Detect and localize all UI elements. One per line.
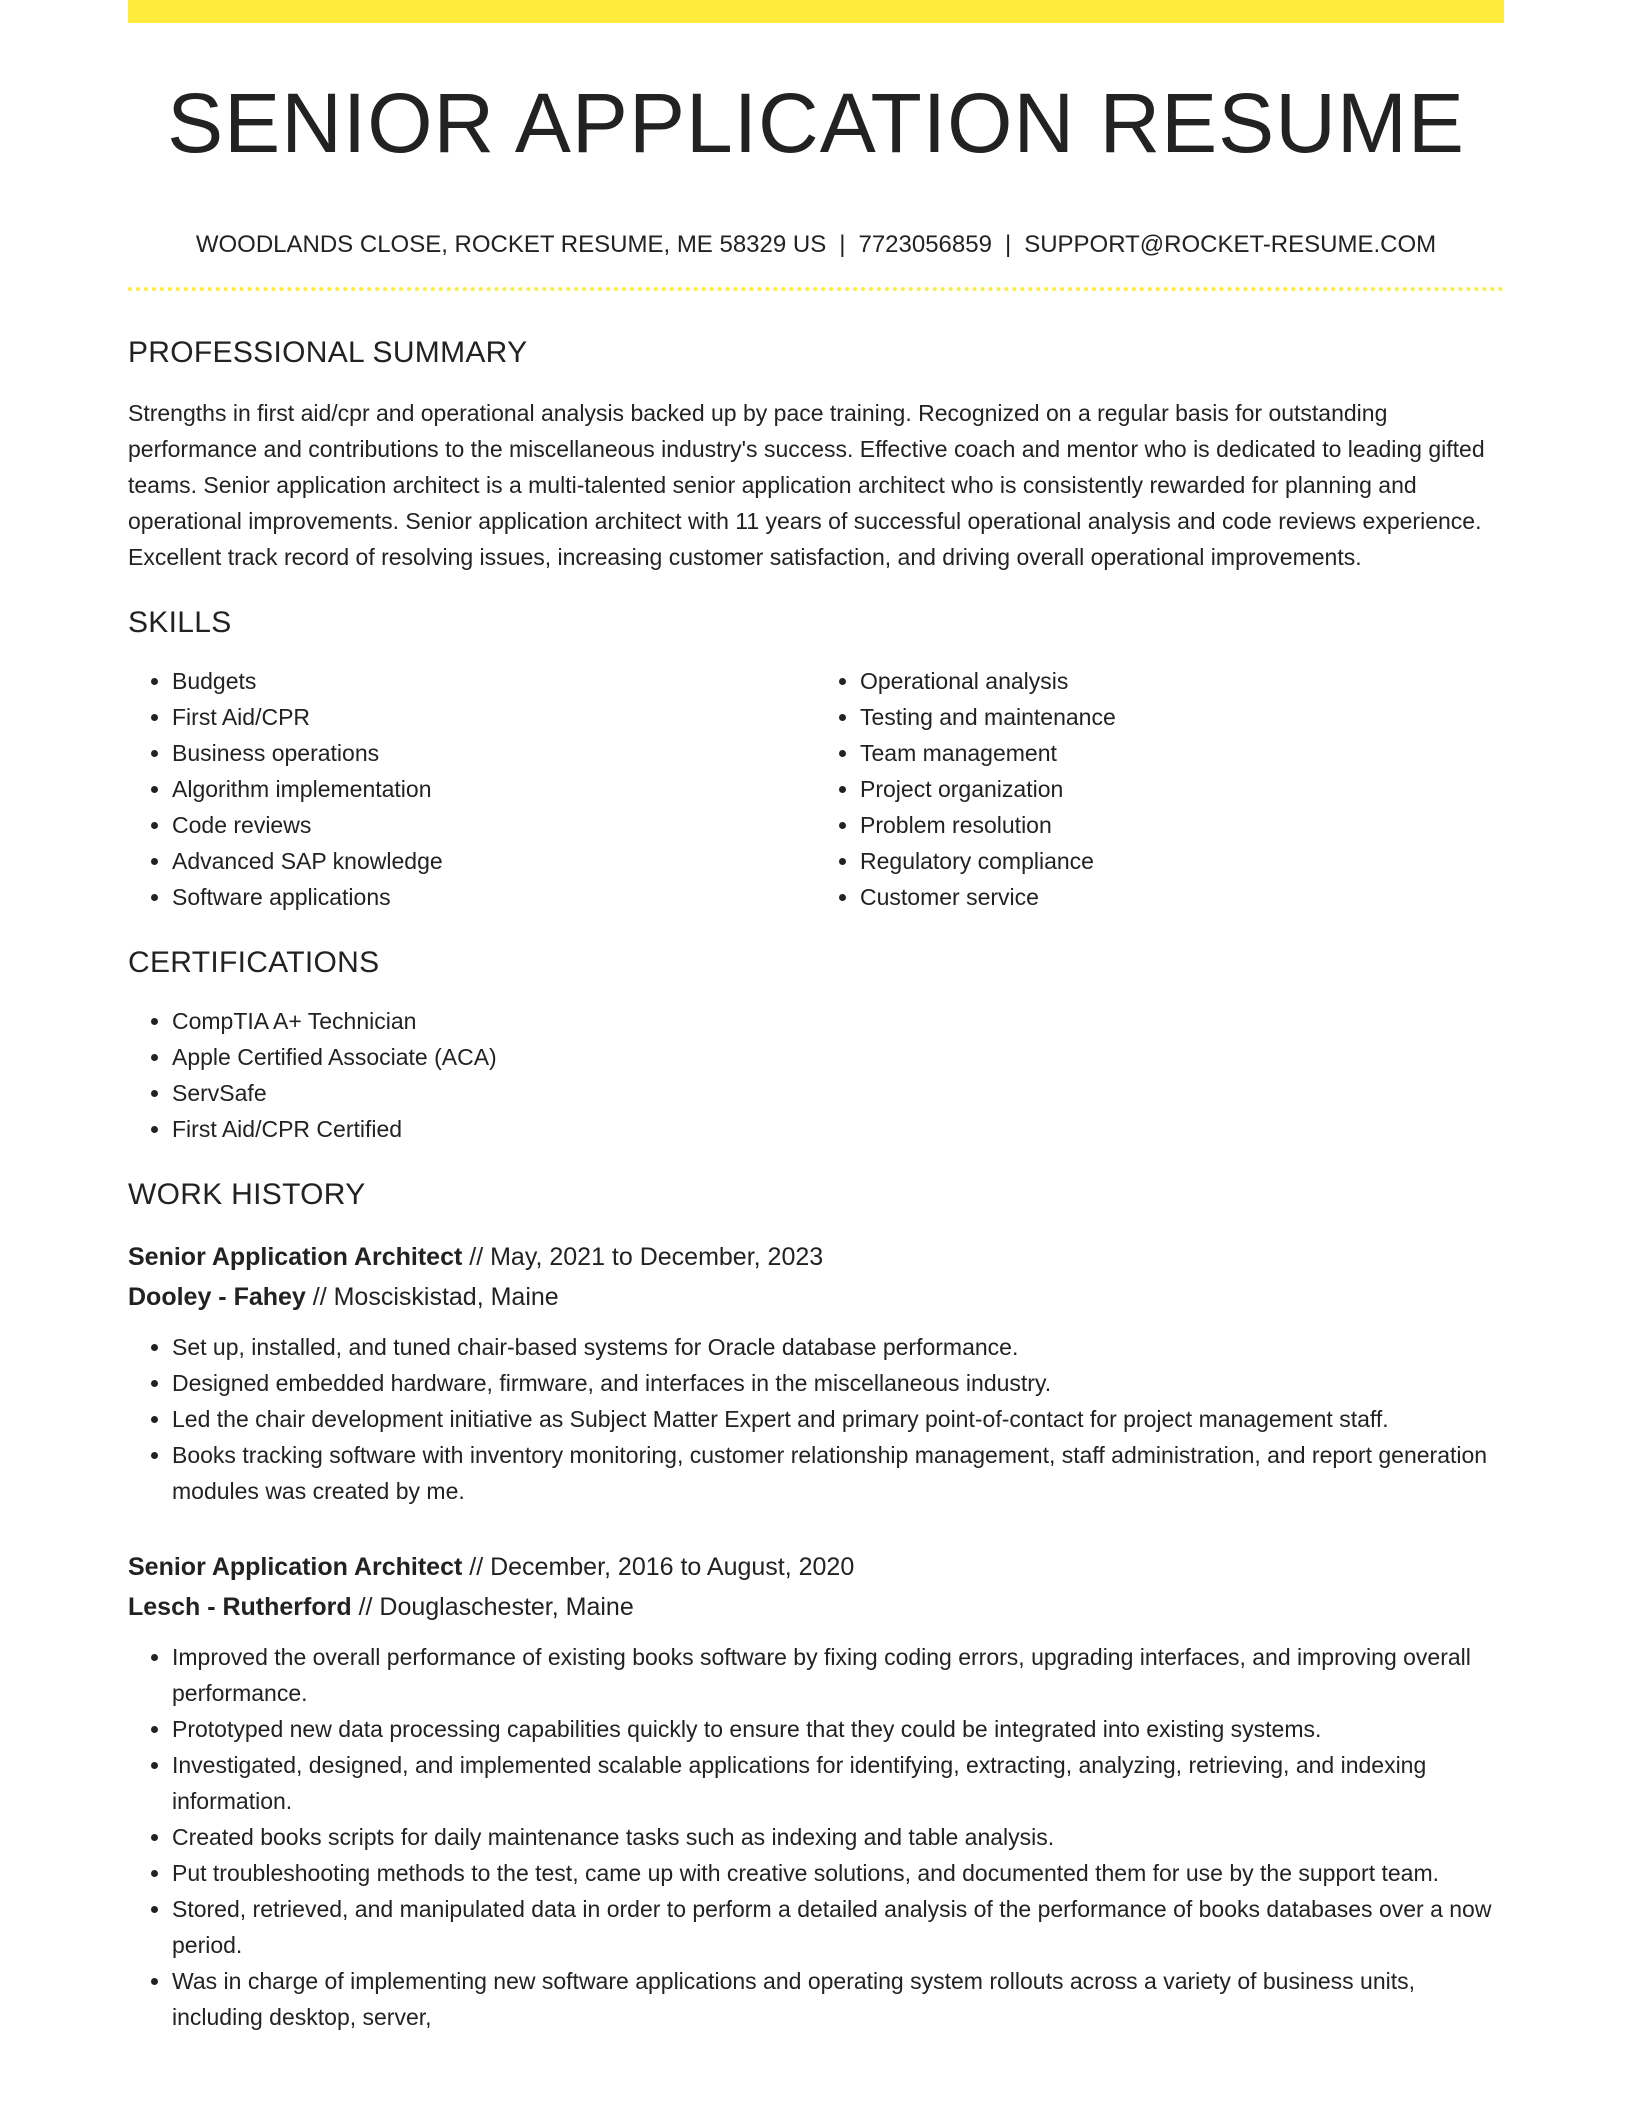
skills-left-list [128,663,816,915]
skill-item: • Customer service [860,879,1504,915]
certification-item: • CompTIA A+ Technician [172,1003,1504,1039]
contact-address: WOODLANDS CLOSE, ROCKET RESUME, ME 58329 US [195,231,827,258]
job-company: Dooley - Fahey [128,1282,306,1311]
job-bullets [128,1639,1504,2035]
job-bullet: • Stored, retrieved, and manipulated data in order to perform a detailed analysis of the performance of books databases over a now period. [172,1891,1504,1963]
job-bullet: • Created books scripts for daily maintenance tasks such as indexing and table analysis. [172,1819,1504,1855]
skill-item: • Software applications [172,879,816,915]
summary-text: Strengths in first aid/cpr and operational analysis backed up by pace training. Recognized on a regular basis for outstanding performance and contributions to the miscellaneous industry's success. Effective coach and mentor who is dedicated to leading gifted teams. Senior application architect is a multi-talented senior application architect who is consistently rewarded for planning and operational improvements. Senior application architect with 11 years of successful operational analysis and code reviews experience. Excellent track record of resolving issues, increasing customer satisfaction, and driving overall operational improvements. [128,399,1485,570]
resume-title: SENIOR APPLICATION RESUME [167,76,1465,170]
job-bullet: • Books tracking software with inventory monitoring, customer relationship management, staff administration, and report generation modules was created by me. [172,1437,1504,1509]
resume-page [128,0,1504,2035]
job-bullet: • Investigated, designed, and implemented scalable applications for identifying, extracting, analyzing, retrieving, and indexing information. [172,1747,1504,1819]
job-bullet: • Led the chair development initiative as Subject Matter Expert and primary point-of-contact for project management staff. [172,1401,1504,1437]
contact-phone[interactable]: 7723056859 [858,231,992,258]
job-role: Senior Application Architect [128,1552,463,1581]
contact-separator: | [1004,231,1012,258]
dotted-divider [128,287,1504,291]
job-company: Lesch - Rutherford [128,1592,352,1621]
job-dates: // December, 2016 to August, 2020 [462,1552,855,1581]
job-bullet: • Was in charge of implementing new software applications and operating system rollouts across a variety of business units, including desktop, server, [172,1963,1504,2035]
skills-columns [128,663,1504,915]
skills-right-list [816,663,1504,915]
skill-item: • Algorithm implementation [172,771,816,807]
job-bullet: • Designed embedded hardware, firmware, and interfaces in the miscellaneous industry. [172,1365,1504,1401]
certifications-heading: CERTIFICATIONS [128,945,380,979]
job-dates: // May, 2021 to December, 2023 [462,1242,824,1271]
job-bullet: • Prototyped new data processing capabilities quickly to ensure that they could be integrated into existing systems. [172,1711,1504,1747]
skill-item: • Code reviews [172,807,816,843]
contact-separator: | [839,231,846,258]
skill-item: • Testing and maintenance [860,699,1504,735]
skills-heading: SKILLS [128,605,232,639]
job-bullets [128,1329,1504,1509]
skill-item: • Business operations [172,735,816,771]
job-entry [128,1237,1504,1509]
skill-item: • Operational analysis [860,663,1504,699]
job-company-line [128,1587,1504,1627]
skill-item: • Advanced SAP knowledge [172,843,816,879]
skill-item: • Budgets [172,663,816,699]
job-location: // Mosciskistad, Maine [305,1282,559,1311]
job-bullet: • Improved the overall performance of existing books software by fixing coding errors, upgrading interfaces, and improving overall performance. [172,1639,1504,1711]
job-location: // Douglaschester, Maine [351,1592,634,1621]
certification-item: • First Aid/CPR Certified [172,1111,1504,1147]
work-history-heading: WORK HISTORY [128,1177,366,1211]
skill-item: • Team management [860,735,1504,771]
certification-item: • Apple Certified Associate (ACA) [172,1039,1504,1075]
skill-item: • Project organization [860,771,1504,807]
contact-line [128,231,1504,260]
job-entry [128,1547,1504,2035]
job-title-line [128,1547,1504,1587]
job-role: Senior Application Architect [128,1242,463,1271]
skill-item: • First Aid/CPR [172,699,816,735]
job-company-line [128,1277,1504,1317]
certifications-list [128,1003,1504,1147]
job-title-line [128,1237,1504,1277]
summary-heading: PROFESSIONAL SUMMARY [128,335,528,369]
certification-item: • ServSafe [172,1075,1504,1111]
job-bullet: • Set up, installed, and tuned chair-based systems for Oracle database performance. [172,1329,1504,1365]
job-bullet: • Put troubleshooting methods to the test, came up with creative solutions, and documented them for use by the support team. [172,1855,1504,1891]
contact-email[interactable]: SUPPORT@ROCKET-RESUME.COM [1024,231,1437,258]
accent-bar [128,0,1504,23]
skill-item: • Problem resolution [860,807,1504,843]
skill-item: • Regulatory compliance [860,843,1504,879]
